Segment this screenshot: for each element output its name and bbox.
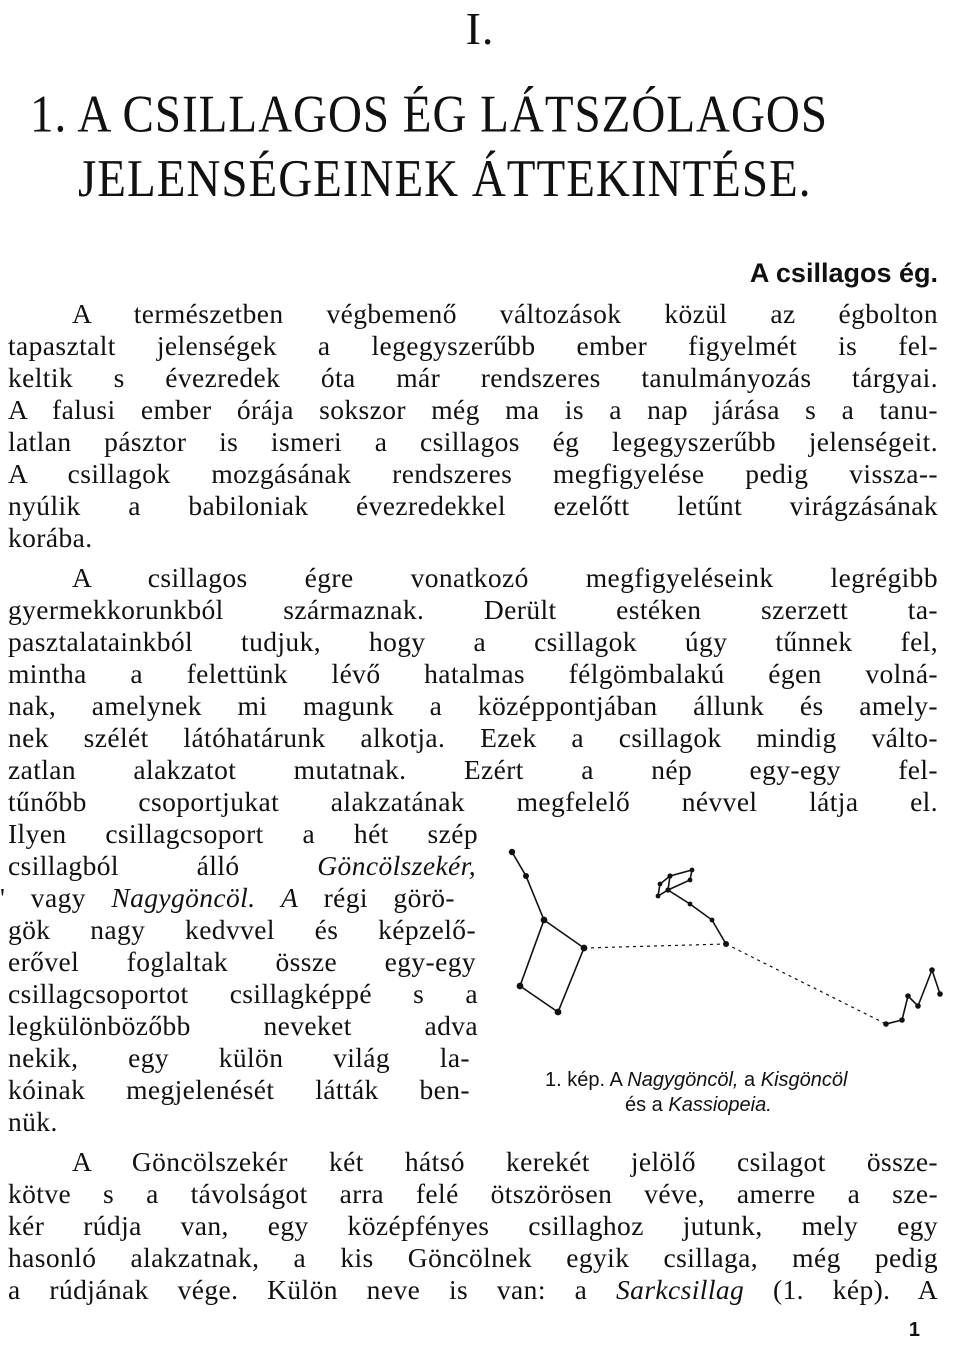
paragraph-3-text: a rúdjának vége. Külön neve is van: a <box>8 1274 617 1305</box>
page-number: 1 <box>908 1319 920 1341</box>
cassiopeia-pointer <box>726 944 886 1024</box>
paragraph-1-line: A csillagok mozgásának rendszeres megfigyelése pedig vissza-- <box>8 458 938 489</box>
wrapped-line-text: csillagból álló <box>8 850 318 881</box>
wrapped-line: nekik, egy külön világ la- <box>8 1042 470 1073</box>
star <box>883 1021 889 1027</box>
star <box>710 918 715 923</box>
constellation-lines <box>512 852 940 1024</box>
paragraph-1-line: A természetben végbemenő változások közül az égbolton <box>72 298 938 329</box>
star <box>690 868 695 873</box>
wrapped-line: erővel foglaltak össze egy-egy <box>8 946 476 977</box>
star <box>523 873 529 879</box>
star <box>937 991 943 997</box>
italic-word-a: A <box>280 882 299 913</box>
section-heading: A csillagos ég. <box>749 258 938 288</box>
paragraph-2-line: tűnőbb csoportjukat alakzatának megfelelő névvel látja el. <box>8 786 938 817</box>
wrapped-line: gök nagy kedvvel és képzelő- <box>8 914 476 945</box>
paragraph-3-line: kér rúdja van, egy középfényes csillaghoz jutunk, mely egy <box>8 1210 938 1241</box>
star <box>541 917 548 924</box>
paragraph-3 <box>8 1146 938 1306</box>
star <box>899 1017 905 1023</box>
caption-name-nagygoncol: Nagygöncöl, <box>627 1069 739 1091</box>
caption-name-kassiopeia: Kassiopeia. <box>668 1094 772 1116</box>
chapter-number: I. <box>465 3 495 54</box>
pointer-line <box>584 944 726 948</box>
star <box>581 945 588 952</box>
paragraph-2-line: nek szélét látóhatárunk alkotja. Ezek a csillagok mindig válto- <box>8 722 938 753</box>
star <box>688 902 693 907</box>
wrapped-line: kóinak megjelenését látták ben- <box>8 1074 470 1105</box>
caption-mid: a <box>738 1069 761 1091</box>
caption-prefix: 1. kép. A <box>545 1069 628 1091</box>
paragraph-2 <box>8 562 938 818</box>
star <box>723 941 729 947</box>
star <box>665 887 670 892</box>
paragraph-2-line: mintha a felettünk lévő hatalmas félgömbalakú égen volná- <box>8 658 938 689</box>
paragraph-2-line: nak, amelynek mi magunk a középpontjában állunk és amely- <box>8 690 938 721</box>
star <box>517 983 524 990</box>
wrapped-line <box>8 850 476 882</box>
wrapped-line-text <box>256 882 281 913</box>
star <box>509 849 515 855</box>
big-dipper-bowl <box>520 920 584 1012</box>
chapter-title <box>30 82 940 212</box>
paragraph-2-line: A csillagos égre vonatkozó megfigyeléseink legrégibb <box>72 562 938 593</box>
italic-term-nagygoncol: Nagygöncöl. <box>111 882 256 913</box>
paragraph-1 <box>8 298 938 554</box>
star <box>656 894 661 899</box>
star <box>555 1009 562 1016</box>
star <box>667 873 672 878</box>
paragraph-3-line: A Göncölszekér két hátsó kerekét jelölő csilagot össze- <box>72 1146 938 1177</box>
star <box>929 967 935 973</box>
figure-caption <box>545 1068 955 1118</box>
big-dipper-handle <box>512 852 544 920</box>
wrapped-line-text: régi görö- <box>298 882 455 913</box>
star <box>688 878 693 883</box>
wrapped-line <box>0 882 455 914</box>
paragraph-2-line: zatlan alakzatot mutatnak. Ezért a nép egy-egy fel- <box>8 754 938 785</box>
little-dipper-bowl <box>658 870 692 896</box>
constellation-stars <box>509 849 943 1027</box>
wrapped-paragraph <box>0 818 478 1138</box>
caption-line-2 <box>545 1093 955 1118</box>
constellation-figure <box>490 840 950 1040</box>
paragraph-3-text: (1. kép). A <box>744 1274 938 1305</box>
paragraph-1-line: tapasztalt jelenségek a legegyszerűbb ember figyelmét is fel- <box>8 330 938 361</box>
wrapped-line: legkülönbözőbb neveket adva <box>8 1010 478 1041</box>
star <box>915 1003 921 1009</box>
chapter-title-line-1: 1. A CSILLAGOS ÉG LÁTSZÓLAGOS <box>30 85 829 144</box>
paragraph-2-line: pasztalatainkból tudjuk, hogy a csillagok úgy tűnnek fel, <box>8 626 938 657</box>
paragraph-1-line: latlan pásztor is ismeri a csillagos ég legegyszerűbb jelenségeit. <box>8 426 938 457</box>
wrapped-line: Ilyen csillagcsoport a hét szép <box>8 818 478 849</box>
star <box>658 882 663 887</box>
paragraph-1-line: A falusi ember órája sokszor még ma is a nap járása s a tanu- <box>8 394 938 425</box>
italic-term-sarkcsillag: Sarkcsillag <box>616 1274 745 1305</box>
paragraph-3-line <box>8 1274 938 1306</box>
wrapped-line: nük. <box>8 1106 58 1137</box>
paragraph-2-line: gyermekkorunkból származnak. Derült estéken szerzett ta- <box>8 594 938 625</box>
caption-name-kisgoncol: Kisgöncöl <box>760 1069 848 1091</box>
paragraph-3-line: kötve s a távolságot arra felé ötszörösen véve, amerre a sze- <box>8 1178 938 1209</box>
paragraph-1-line: nyúlik a babiloniak évezredekkel ezelőtt letűnt virágzásának <box>8 490 938 521</box>
italic-term-goncolszeker: Göncölszekér, <box>317 850 476 881</box>
paragraph-3-line: hasonló alakzatnak, a kis Göncölnek egyik csillaga, még pedig <box>8 1242 938 1273</box>
wrapped-line: csillagcsoportot csillagképpé s a <box>8 978 478 1009</box>
cassiopeia-w <box>886 970 940 1024</box>
chapter-title-line-2: JELENSÉGEINEK ÁTTEKINTÉSE. <box>78 150 812 209</box>
wrapped-line-text: ' vagy <box>0 882 112 913</box>
paragraph-1-line: korába. <box>8 522 93 553</box>
star <box>905 993 911 999</box>
paragraph-1-line: keltik s évezredek óta már rendszeres tanulmányozás tárgyai. <box>8 362 938 393</box>
caption-and: és a <box>625 1094 669 1116</box>
